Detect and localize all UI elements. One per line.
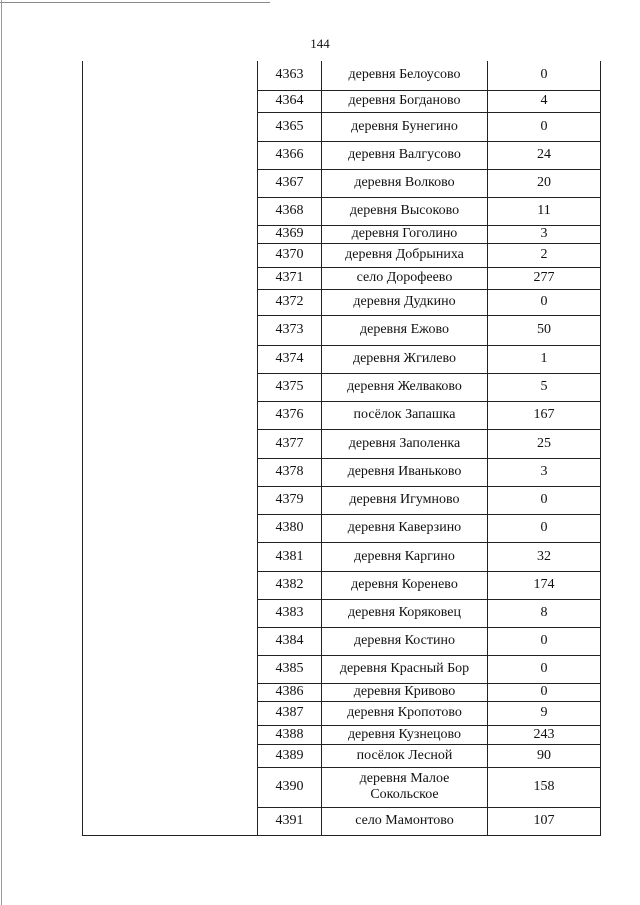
table-row <box>83 683 601 701</box>
table-row <box>83 458 601 486</box>
table-row <box>83 701 601 725</box>
settlement-name: деревня Гоголино <box>322 225 488 243</box>
settlement-name: деревня Каргино <box>322 542 488 571</box>
settlement-name: деревня Красный Бор <box>322 655 488 683</box>
table-row <box>83 141 601 169</box>
table-row <box>83 61 601 90</box>
settlement-name: село Мамонтово <box>322 807 488 835</box>
table-row <box>83 627 601 655</box>
population-value: 243 <box>488 725 601 744</box>
population-value: 50 <box>488 315 601 345</box>
table-row <box>83 315 601 345</box>
settlement-name: деревня Волково <box>322 169 488 197</box>
table-row <box>83 112 601 141</box>
row-number: 4384 <box>258 627 322 655</box>
row-number: 4369 <box>258 225 322 243</box>
population-value: 158 <box>488 767 601 807</box>
table-row <box>83 744 601 767</box>
blank-cell <box>83 345 258 373</box>
population-value: 90 <box>488 744 601 767</box>
settlement-name: деревня Ежово <box>322 315 488 345</box>
settlement-name: деревня Дудкино <box>322 289 488 315</box>
table-row <box>83 486 601 514</box>
blank-cell <box>83 807 258 835</box>
blank-cell <box>83 627 258 655</box>
settlement-name: деревня Бунегино <box>322 112 488 141</box>
page-number: 144 <box>310 36 330 51</box>
row-number: 4372 <box>258 289 322 315</box>
blank-cell <box>83 683 258 701</box>
row-number: 4367 <box>258 169 322 197</box>
population-value: 0 <box>488 61 601 90</box>
blank-cell <box>83 267 258 289</box>
table-row <box>83 401 601 429</box>
blank-cell <box>83 225 258 243</box>
table-row <box>83 767 601 807</box>
population-value: 0 <box>488 683 601 701</box>
blank-cell <box>83 458 258 486</box>
blank-cell <box>83 571 258 599</box>
row-number: 4383 <box>258 599 322 627</box>
population-value: 277 <box>488 267 601 289</box>
settlement-name: деревня Коряковец <box>322 599 488 627</box>
blank-cell <box>83 542 258 571</box>
table-row <box>83 197 601 225</box>
population-value: 32 <box>488 542 601 571</box>
row-number: 4387 <box>258 701 322 725</box>
table-row <box>83 542 601 571</box>
population-value: 0 <box>488 627 601 655</box>
blank-cell <box>83 315 258 345</box>
table-row <box>83 267 601 289</box>
population-value: 0 <box>488 112 601 141</box>
population-value: 107 <box>488 807 601 835</box>
blank-cell <box>83 61 258 90</box>
row-number: 4388 <box>258 725 322 744</box>
table-row <box>83 599 601 627</box>
settlement-name: деревня Кропотово <box>322 701 488 725</box>
blank-cell <box>83 401 258 429</box>
settlement-name: деревня Игумново <box>322 486 488 514</box>
row-number: 4390 <box>258 767 322 807</box>
row-number: 4377 <box>258 429 322 458</box>
row-number: 4385 <box>258 655 322 683</box>
row-number: 4379 <box>258 486 322 514</box>
table-row <box>83 429 601 458</box>
settlement-name: посёлок Лесной <box>322 744 488 767</box>
table-row <box>83 571 601 599</box>
settlement-name: деревня Костино <box>322 627 488 655</box>
row-number: 4366 <box>258 141 322 169</box>
blank-cell <box>83 599 258 627</box>
blank-cell <box>83 112 258 141</box>
row-number: 4378 <box>258 458 322 486</box>
settlement-name: село Дорофеево <box>322 267 488 289</box>
population-value: 11 <box>488 197 601 225</box>
row-number: 4386 <box>258 683 322 701</box>
population-value: 1 <box>488 345 601 373</box>
table-row <box>83 243 601 267</box>
row-number: 4365 <box>258 112 322 141</box>
row-number: 4382 <box>258 571 322 599</box>
settlement-name: деревня Жгилево <box>322 345 488 373</box>
blank-cell <box>83 429 258 458</box>
row-number: 4389 <box>258 744 322 767</box>
settlement-name: деревня Коренево <box>322 571 488 599</box>
row-number: 4370 <box>258 243 322 267</box>
settlement-name: деревня Добрыниха <box>322 243 488 267</box>
settlement-name: деревня Малое Сокольское <box>322 767 488 807</box>
population-value: 8 <box>488 599 601 627</box>
population-value: 4 <box>488 90 601 112</box>
blank-cell <box>83 701 258 725</box>
settlement-name: деревня Кузнецово <box>322 725 488 744</box>
settlement-name: деревня Белоусово <box>322 61 488 90</box>
table-row <box>83 373 601 401</box>
population-value: 3 <box>488 458 601 486</box>
population-value: 9 <box>488 701 601 725</box>
row-number: 4363 <box>258 61 322 90</box>
settlement-name: деревня Заполенка <box>322 429 488 458</box>
row-number: 4375 <box>258 373 322 401</box>
blank-cell <box>83 197 258 225</box>
table-row <box>83 725 601 744</box>
population-value: 174 <box>488 571 601 599</box>
table-row <box>83 345 601 373</box>
population-value: 25 <box>488 429 601 458</box>
population-value: 24 <box>488 141 601 169</box>
blank-cell <box>83 243 258 267</box>
blank-cell <box>83 725 258 744</box>
blank-cell <box>83 486 258 514</box>
settlement-name: деревня Каверзино <box>322 514 488 542</box>
settlement-name: деревня Валгусово <box>322 141 488 169</box>
blank-cell <box>83 90 258 112</box>
row-number: 4364 <box>258 90 322 112</box>
table-row <box>83 169 601 197</box>
table-row <box>83 90 601 112</box>
row-number: 4391 <box>258 807 322 835</box>
population-value: 167 <box>488 401 601 429</box>
population-value: 20 <box>488 169 601 197</box>
settlement-name: посёлок Запашка <box>322 401 488 429</box>
blank-cell <box>83 289 258 315</box>
row-number: 4381 <box>258 542 322 571</box>
settlements-table <box>82 61 601 836</box>
row-number: 4371 <box>258 267 322 289</box>
population-value: 5 <box>488 373 601 401</box>
blank-cell <box>83 373 258 401</box>
table-row <box>83 514 601 542</box>
blank-cell <box>83 744 258 767</box>
blank-cell <box>83 169 258 197</box>
population-value: 0 <box>488 655 601 683</box>
blank-cell <box>83 767 258 807</box>
settlements-table-body <box>83 61 601 835</box>
row-number: 4380 <box>258 514 322 542</box>
table-row <box>83 225 601 243</box>
table-row <box>83 655 601 683</box>
settlement-name: деревня Высоково <box>322 197 488 225</box>
row-number: 4374 <box>258 345 322 373</box>
population-value: 0 <box>488 486 601 514</box>
population-value: 3 <box>488 225 601 243</box>
table-row <box>83 807 601 835</box>
blank-cell <box>83 514 258 542</box>
population-value: 0 <box>488 289 601 315</box>
population-value: 2 <box>488 243 601 267</box>
settlement-name: деревня Иваньково <box>322 458 488 486</box>
population-value: 0 <box>488 514 601 542</box>
blank-cell <box>83 141 258 169</box>
left-page-edge <box>1 0 2 905</box>
table-row <box>83 289 601 315</box>
row-number: 4368 <box>258 197 322 225</box>
top-rule <box>0 2 270 3</box>
settlement-name: деревня Кривово <box>322 683 488 701</box>
row-number: 4373 <box>258 315 322 345</box>
settlement-name: деревня Желваково <box>322 373 488 401</box>
blank-cell <box>83 655 258 683</box>
row-number: 4376 <box>258 401 322 429</box>
settlement-name: деревня Богданово <box>322 90 488 112</box>
